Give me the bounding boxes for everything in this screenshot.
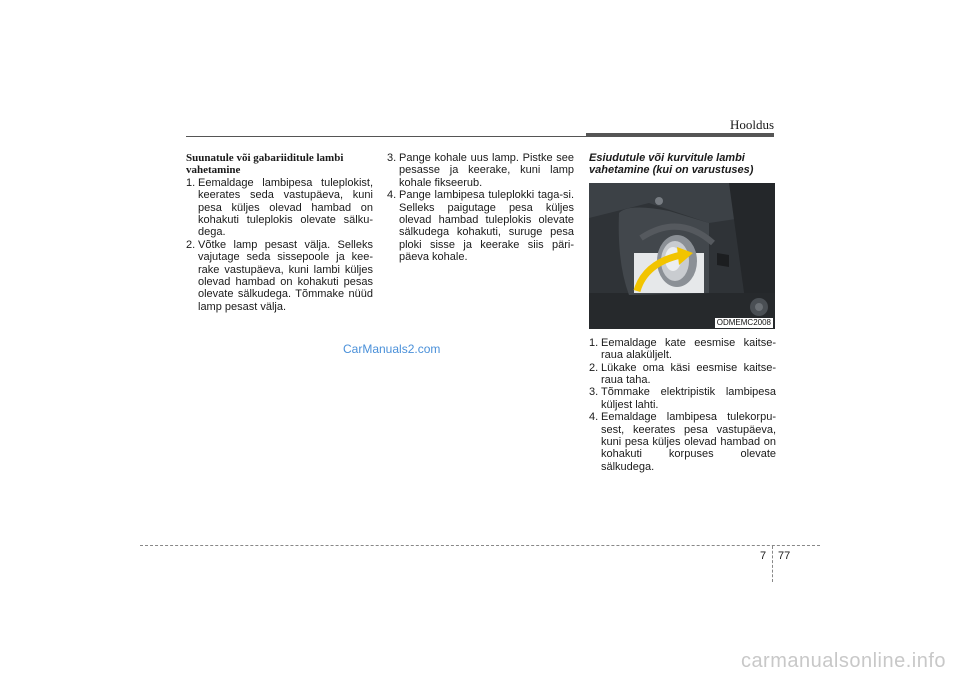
- footer-rule: [140, 545, 820, 546]
- step-text: Lükake oma käsi eesmise kaitse-raua taha.: [601, 361, 776, 387]
- page-number: 77: [778, 550, 791, 562]
- right-steps: [589, 337, 776, 473]
- middle-column: [387, 152, 574, 264]
- list-item: [186, 177, 373, 239]
- section-title: Hooldus: [729, 117, 774, 132]
- list-item: [387, 152, 574, 189]
- site-watermark: carmanualsonline.info: [740, 650, 946, 672]
- step-number: 2.: [186, 238, 196, 251]
- left-heading: Suunatule või gabariiditule lambi vahetamine: [186, 152, 344, 177]
- left-column: [186, 152, 373, 313]
- right-heading: Esiudutule või kurvitule lambi vahetamine (kui on varustuses): [589, 152, 754, 177]
- step-number: 1.: [589, 336, 599, 349]
- lamp-illustration: [589, 183, 775, 329]
- list-item: [589, 362, 776, 387]
- step-number: 3.: [387, 152, 397, 164]
- header-rule-thick: [586, 133, 774, 137]
- chapter-number: 7: [760, 550, 767, 562]
- list-item: [589, 337, 776, 362]
- photo-code: ODMEMC2008: [716, 317, 771, 327]
- step-text: Pange lambipesa tuleplokki taga-si. Selleks paigutage pesa küljes olevad hambad tuleplokis olevate sälkudega kohakuti, suruge pesa ploki sisse ja keerake siis päri-päeva kohale.: [399, 189, 574, 264]
- list-item: [387, 189, 574, 263]
- list-item: [589, 386, 776, 411]
- header-rule-thin: [186, 136, 586, 137]
- middle-steps: [387, 152, 574, 264]
- step-text: Eemaldage lambipesa tuleplokist, keerates seda vastupäeva, kuni pesa küljes olevad hambad on kohakuti tuleplokis olevate sälku-dega.: [198, 176, 373, 239]
- step-text: Eemaldage lambipesa tulekorpu-sest, keerates pesa vastupäeva, kuni pesa küljes olevad hambad on kohakuti korpuses olevate sälkudega.: [601, 411, 776, 473]
- list-item: [186, 239, 373, 313]
- list-item: [589, 411, 776, 473]
- page-divider: [772, 546, 773, 582]
- step-number: 4.: [589, 411, 599, 424]
- step-text: Pange kohale uus lamp. Pistke see pesasse ja keerake, kuni lamp kohale fikseerub.: [399, 152, 574, 189]
- lamp-photo: [589, 183, 775, 329]
- step-text: Eemaldage kate eesmise kaitse-raua alaküljelt.: [601, 336, 776, 362]
- watermark-link[interactable]: CarManuals2.com: [343, 342, 441, 356]
- step-text: Võtke lamp pesast välja. Selleks vajutage seda sissepoole ja kee-rake vastupäeva, kuni lambi küljes olevad hambad on kohakuti pesas olevate sälkudega. Tõmmake nüüd lamp pesast välja.: [198, 238, 373, 313]
- step-text: Tõmmake elektripistik lambipesa küljest lahti.: [601, 386, 776, 411]
- step-number: 1.: [186, 176, 196, 189]
- step-number: 3.: [589, 386, 599, 399]
- step-number: 2.: [589, 361, 599, 374]
- left-steps: [186, 177, 373, 313]
- step-number: 4.: [387, 189, 397, 202]
- right-column: [589, 152, 776, 473]
